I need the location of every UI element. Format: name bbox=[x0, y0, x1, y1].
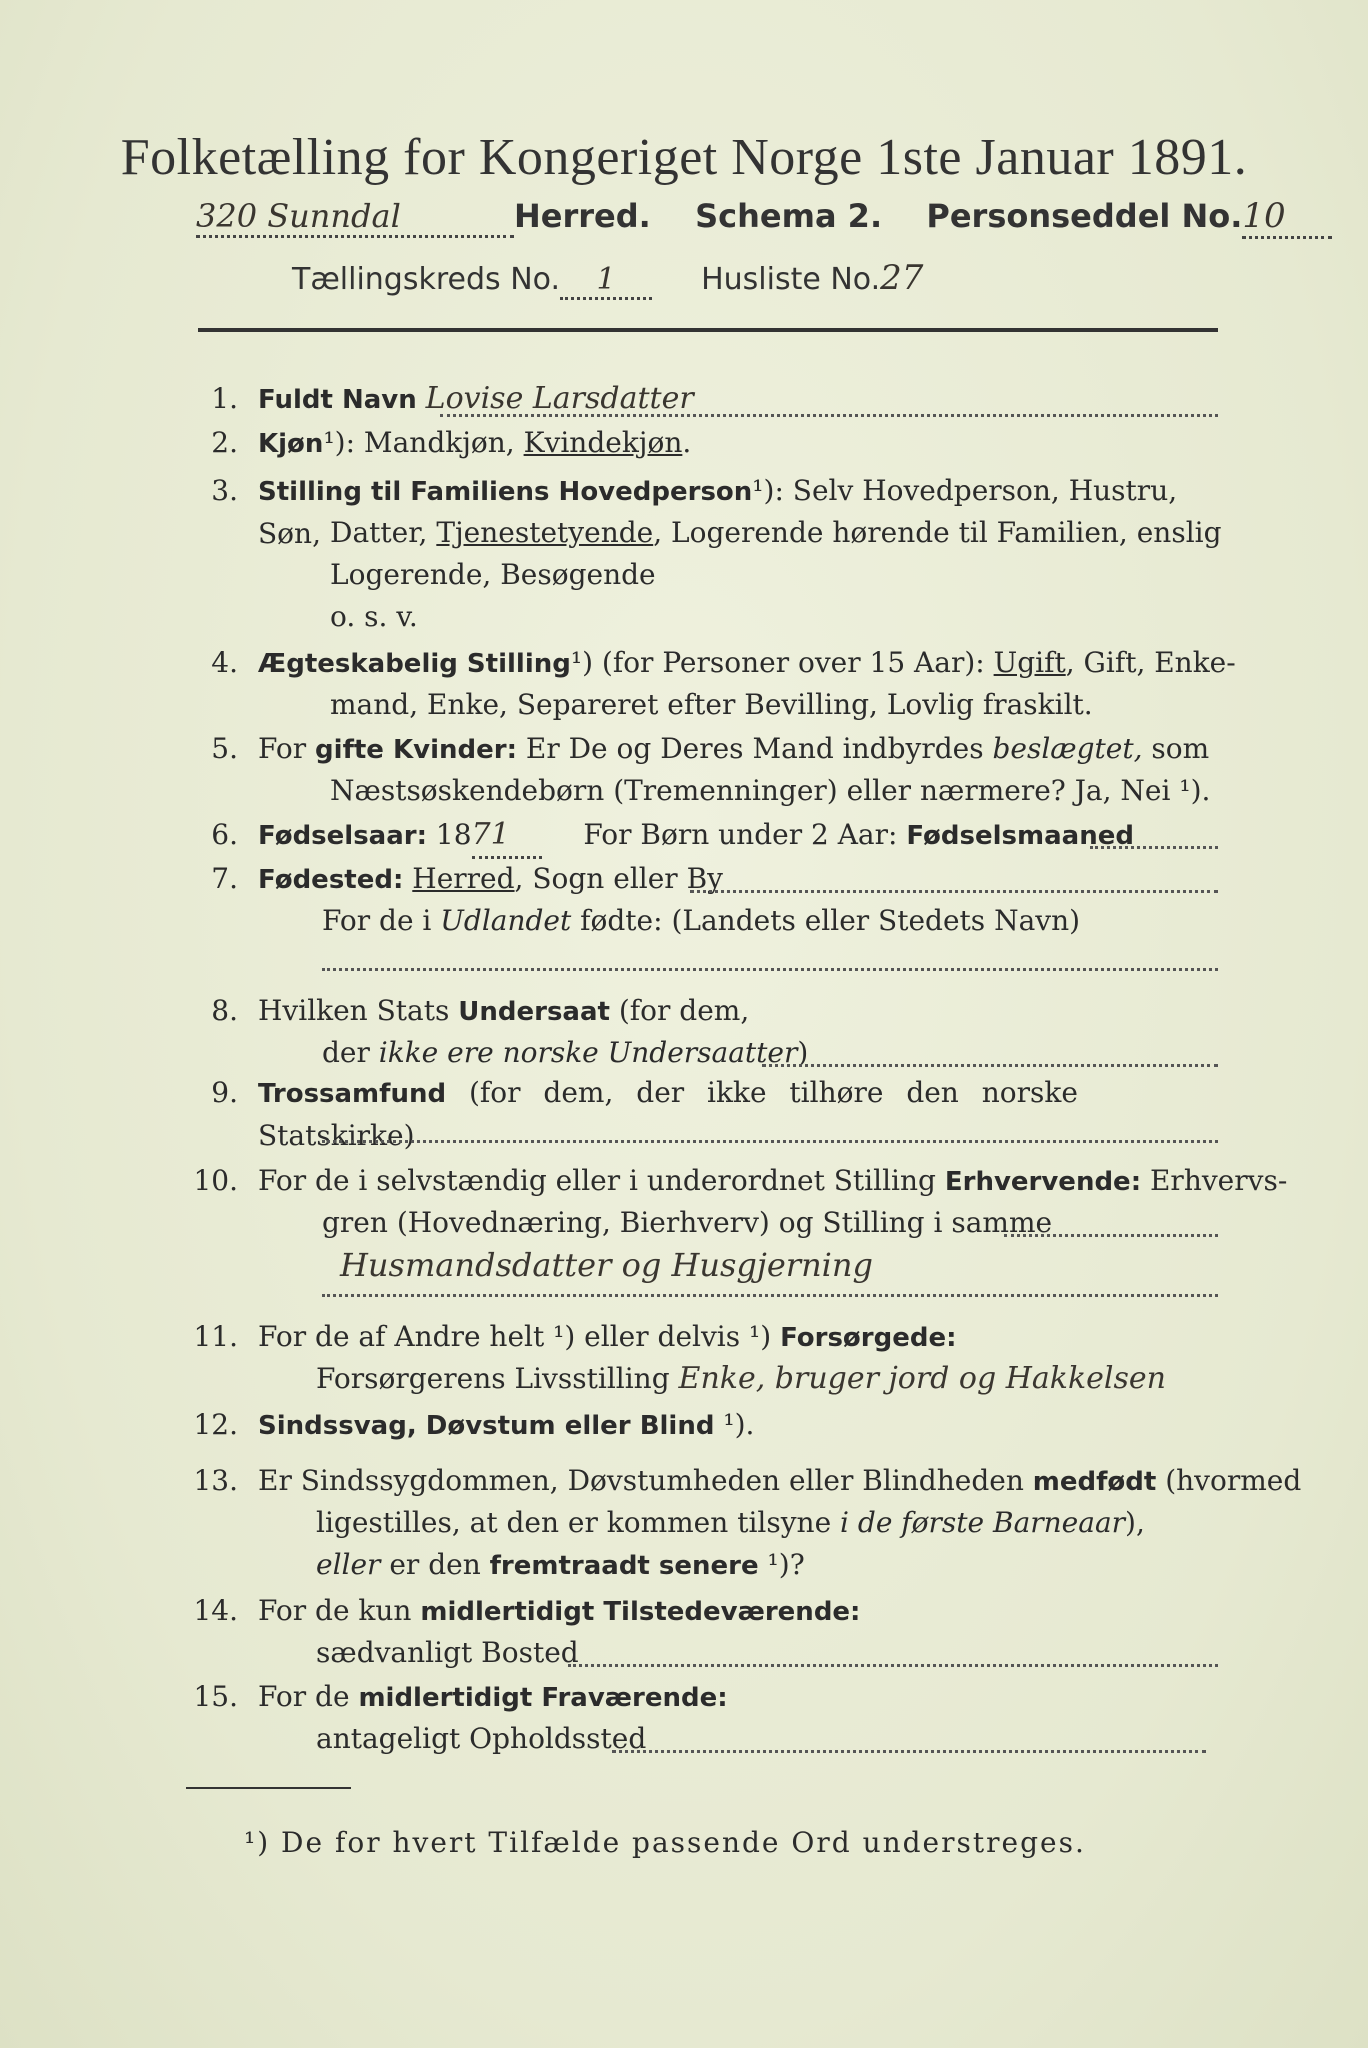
item-7-number: 7. bbox=[211, 862, 238, 895]
husliste-handwritten: 27 bbox=[880, 258, 924, 298]
religion-dotline bbox=[322, 1140, 1218, 1143]
occupation-question: gren (Hovednæring, Bierhverv) og Stilling i samme bbox=[322, 1206, 1053, 1239]
birth-month-note: For Børn under 2 Aar: bbox=[583, 818, 907, 851]
item-11 bbox=[258, 1316, 957, 1359]
item-7 bbox=[258, 858, 723, 901]
personseddel-handwritten: 10 bbox=[1242, 196, 1332, 239]
abroad-dotline bbox=[322, 968, 1218, 971]
abroad-prefix: For de i bbox=[322, 904, 441, 937]
sex-label: Kjøn bbox=[258, 429, 324, 459]
item-8 bbox=[258, 990, 749, 1033]
item-12-number: 12. bbox=[193, 1408, 238, 1441]
occupation-label: Erhvervende: bbox=[944, 1167, 1142, 1197]
marital-status-options-1: , Gift, Enke- bbox=[1065, 646, 1236, 679]
footnote: ¹) De for hvert Tilfælde passende Ord understreges. bbox=[244, 1826, 1086, 1859]
item-5-number: 5. bbox=[211, 732, 238, 765]
item-11-line-2 bbox=[316, 1358, 1166, 1400]
item-14-number: 14. bbox=[193, 1594, 238, 1627]
family-position-options-2: Datter, bbox=[330, 516, 437, 549]
header-rule bbox=[198, 328, 1218, 332]
family-position-options-1: ¹): Selv Hovedperson, Hustru, Søn, bbox=[258, 474, 1178, 550]
abroad-term: Udlandet bbox=[440, 904, 572, 937]
marital-status-note: ¹) (for Personer over 15 Aar): bbox=[570, 646, 994, 679]
full-name-label: Fuldt Navn bbox=[258, 385, 417, 415]
item-1-number: 1. bbox=[211, 382, 238, 415]
herred-label: Herred. bbox=[514, 197, 651, 235]
item-13-line-2 bbox=[316, 1502, 1145, 1544]
item-6 bbox=[258, 814, 1134, 859]
usual-residence-label: sædvanligt Bosted bbox=[316, 1636, 579, 1669]
item-15 bbox=[258, 1676, 728, 1719]
item-10-number: 10. bbox=[193, 1164, 238, 1197]
temporary-present-label: midlertidigt Tilstedeværende: bbox=[420, 1597, 861, 1627]
congenital-note-close: ), bbox=[1125, 1506, 1145, 1539]
herred-line bbox=[196, 196, 1332, 239]
later-suffix: ¹)? bbox=[758, 1548, 805, 1581]
occupation-dotline-2 bbox=[322, 1294, 1218, 1297]
item-13 bbox=[258, 1460, 1301, 1503]
disability-label-2: Blind bbox=[639, 1411, 715, 1441]
item-4 bbox=[258, 642, 1236, 685]
citizenship-prefix: Hvilken Stats bbox=[258, 994, 459, 1027]
supported-prefix: For de af Andre helt ¹) eller delvis ¹) bbox=[258, 1320, 781, 1353]
congenital-label: medfødt bbox=[1032, 1467, 1157, 1497]
citizenship-label: Undersaat bbox=[458, 997, 610, 1027]
item-13-number: 13. bbox=[193, 1464, 238, 1497]
schema-label: Schema 2. bbox=[695, 197, 883, 235]
citizenship-note-close: ) bbox=[797, 1036, 809, 1069]
married-women-suffix: som bbox=[1142, 732, 1210, 765]
item-2 bbox=[258, 422, 691, 465]
probable-residence-label: antageligt Opholdssted bbox=[316, 1722, 647, 1755]
item-6-number: 6. bbox=[211, 818, 238, 851]
religion-question: (for dem, der ikke tilhøre den norske Statskirke) bbox=[258, 1076, 1078, 1152]
item-9-number: 9. bbox=[211, 1076, 238, 1109]
disability-or: eller bbox=[555, 1411, 640, 1441]
item-3-line-2 bbox=[330, 512, 1222, 554]
family-position-options-4: Logerende, Besøgende bbox=[330, 558, 656, 591]
family-position-options-3: , Logerende hørende til Familien, enslig bbox=[653, 516, 1222, 549]
supporter-occupation-label: Forsørgerens Livsstilling bbox=[316, 1362, 670, 1395]
citizenship-suffix: (for dem, bbox=[609, 994, 750, 1027]
citizenship-note-prefix: der bbox=[322, 1036, 379, 1069]
later-prefix: er den bbox=[380, 1548, 490, 1581]
marital-status-options-2: mand, Enke, Separeret efter Bevilling, Lovlig fraskilt. bbox=[330, 688, 1093, 721]
item-13-line-3 bbox=[316, 1544, 805, 1587]
sex-selected: Kvindekjøn bbox=[523, 426, 683, 459]
kreds-handwritten: 1 bbox=[560, 262, 652, 300]
footnote-rule bbox=[186, 1787, 351, 1789]
supporter-occupation-value: Enke, bruger jord og Hakkelsen bbox=[678, 1361, 1166, 1396]
family-position-etc: o. s. v. bbox=[330, 600, 418, 633]
birthplace-label: Fødested: bbox=[258, 865, 404, 895]
congenital-suffix: (hvormed bbox=[1156, 1464, 1302, 1497]
birth-month-dotline bbox=[1090, 846, 1218, 849]
married-women-label: gifte Kvinder: bbox=[315, 735, 517, 765]
item-2-number: 2. bbox=[211, 426, 238, 459]
kreds-label: Tællingskreds No. bbox=[292, 262, 560, 297]
usual-residence-dotline bbox=[568, 1664, 1218, 1667]
herred-handwritten: 320 Sunndal bbox=[196, 197, 514, 238]
temporary-present-prefix: For de kun bbox=[258, 1594, 421, 1627]
family-position-selected: Tjenestetyende bbox=[436, 516, 654, 549]
item-15-number: 15. bbox=[193, 1680, 238, 1713]
personseddel-label: Personseddel No. bbox=[926, 197, 1243, 235]
occupation-value: Husmandsdatter og Husgjerning bbox=[340, 1246, 873, 1284]
later-label: fremtraadt senere bbox=[489, 1551, 759, 1581]
birthplace-options: , Sogn eller By bbox=[514, 862, 723, 895]
married-women-prefix: For bbox=[258, 732, 316, 765]
or-term: eller bbox=[316, 1548, 381, 1581]
birth-year-prefix: 18 bbox=[427, 818, 472, 851]
temporary-absent-prefix: For de bbox=[258, 1680, 359, 1713]
birthplace-dotline bbox=[690, 890, 1218, 893]
sex-options: ¹): Mandkjøn, bbox=[323, 426, 524, 459]
occupation-dotline-1 bbox=[1004, 1234, 1218, 1237]
family-position-label: Stilling til Familiens Hovedperson bbox=[258, 477, 753, 507]
item-14 bbox=[258, 1590, 860, 1633]
married-women-question: Er De og Deres Mand indbyrdes bbox=[516, 732, 993, 765]
birth-month-label: Fødselsmaaned bbox=[906, 821, 1134, 851]
item-9 bbox=[258, 1072, 1218, 1157]
item-5 bbox=[258, 728, 1209, 771]
occupation-prefix: For de i selvstændig eller i underordnet Stilling bbox=[258, 1164, 945, 1197]
item-11-number: 11. bbox=[193, 1320, 238, 1353]
married-women-options: Næstsøskendebørn (Tremenninger) eller nærmere? Ja, Nei ¹). bbox=[330, 774, 1211, 807]
religion-label: Trossamfund bbox=[258, 1079, 447, 1109]
supported-label: Forsørgede: bbox=[780, 1323, 957, 1353]
item-10 bbox=[258, 1160, 1287, 1203]
item-4-number: 4. bbox=[211, 646, 238, 679]
item-8-number: 8. bbox=[211, 994, 238, 1027]
congenital-question: Er Sindssygdommen, Døvstumheden eller Blindheden bbox=[258, 1464, 1033, 1497]
item-12 bbox=[258, 1404, 754, 1447]
kreds-line bbox=[292, 258, 956, 300]
citizenship-note: ikke ere norske Undersaatter bbox=[378, 1036, 798, 1069]
marital-status-label: Ægteskabelig Stilling bbox=[258, 649, 571, 679]
disability-note: ¹). bbox=[714, 1408, 755, 1441]
related-term: beslægtet, bbox=[992, 732, 1143, 765]
birthplace-selected: Herred bbox=[412, 862, 515, 895]
abroad-question: fødte: (Landets eller Stedets Navn) bbox=[571, 904, 1081, 937]
childhood-term: i de første Barneaar bbox=[840, 1506, 1126, 1539]
probable-residence-dotline bbox=[612, 1750, 1206, 1753]
form-title: Folketælling for Kongeriget Norge 1ste Januar 1891. bbox=[120, 129, 1248, 186]
marital-status-selected: Ugift bbox=[993, 646, 1066, 679]
birth-year-value: 71 bbox=[472, 814, 542, 859]
item-7-line-2 bbox=[322, 900, 1080, 942]
occupation-suffix: Erhvervs- bbox=[1141, 1164, 1288, 1197]
full-name-value: Lovise Larsdatter bbox=[425, 381, 694, 416]
citizenship-dotline bbox=[762, 1064, 1218, 1067]
item-1-dotline bbox=[440, 414, 1218, 417]
item-8-line-2 bbox=[322, 1032, 808, 1074]
congenital-note: ligestilles, at den er kommen tilsyne bbox=[316, 1506, 841, 1539]
temporary-absent-label: midlertidigt Fraværende: bbox=[358, 1683, 728, 1713]
sex-period: . bbox=[682, 426, 692, 459]
item-3-number: 3. bbox=[211, 474, 238, 507]
disability-label-1: Sindssvag, Døvstum bbox=[258, 1411, 556, 1441]
husliste-label: Husliste No. bbox=[701, 262, 881, 297]
birth-year-label: Fødselsaar: bbox=[258, 821, 427, 851]
